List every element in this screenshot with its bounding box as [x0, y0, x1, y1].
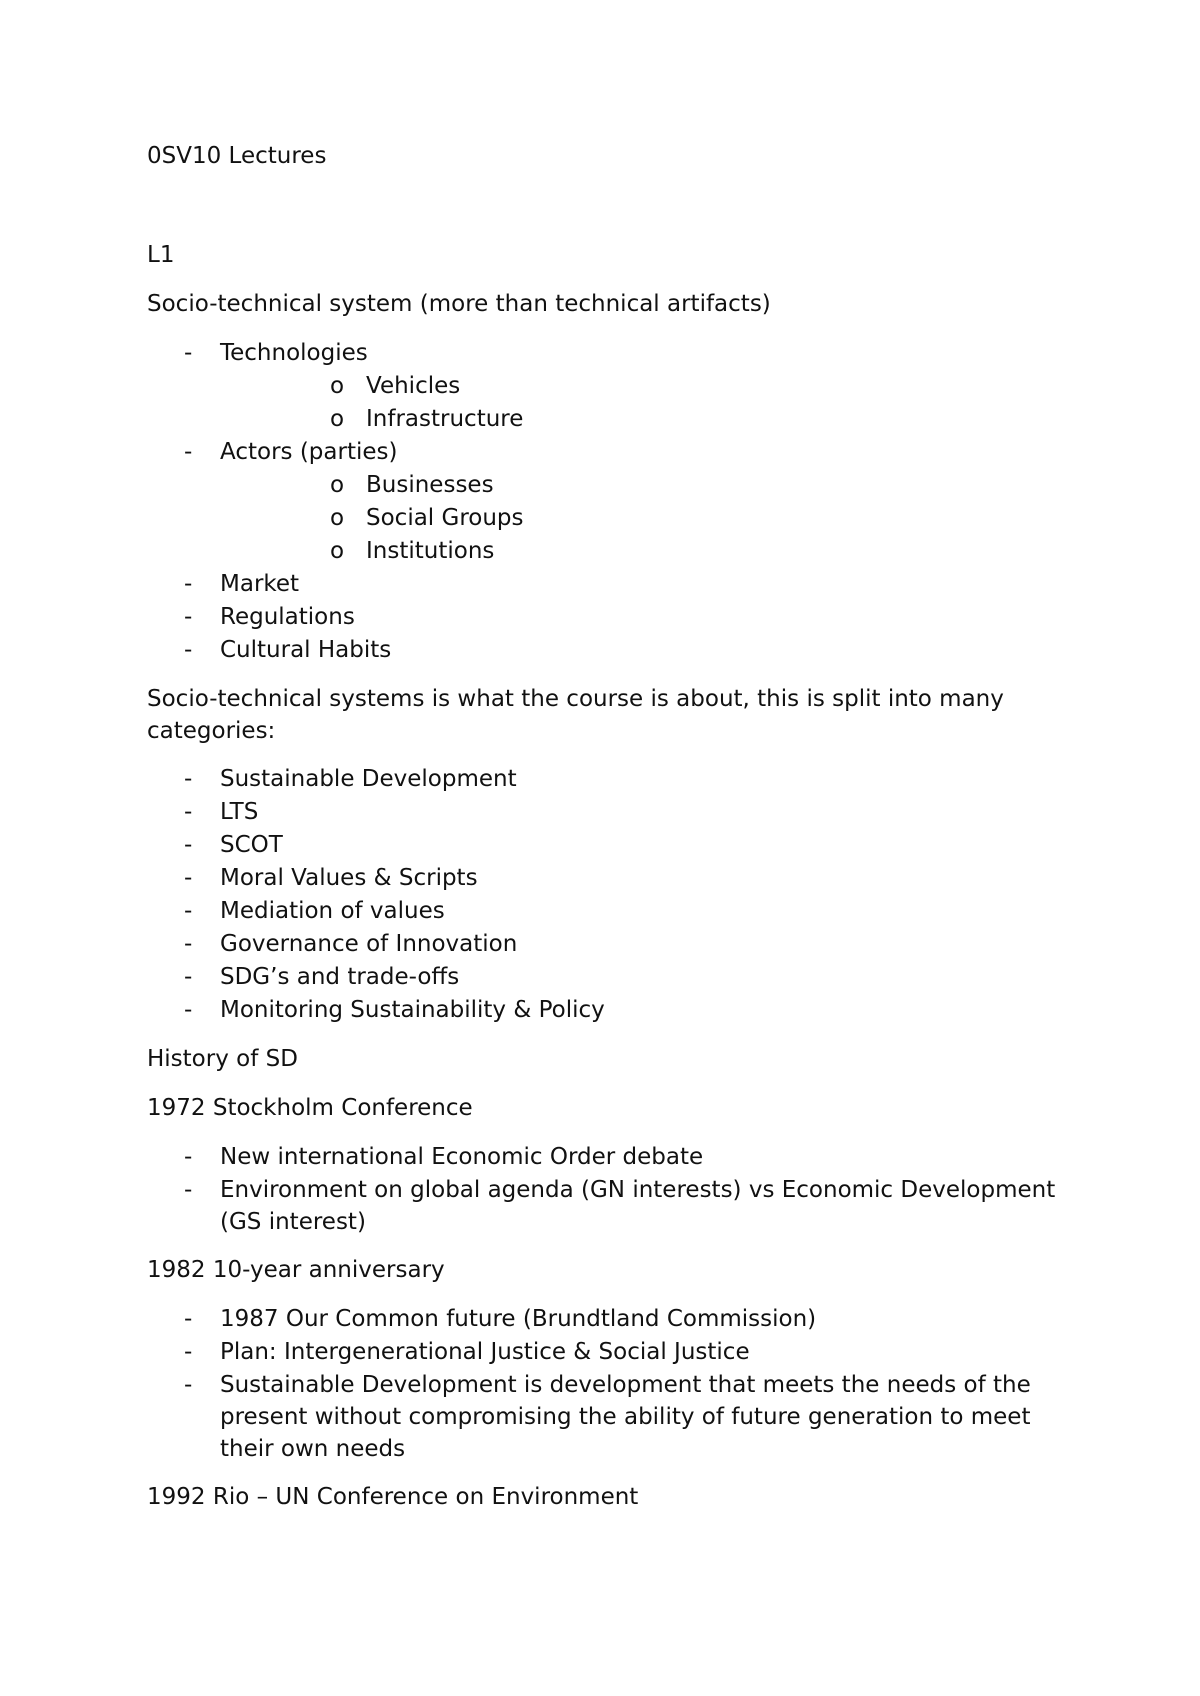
sts-list [147, 337, 1077, 667]
list-item [147, 337, 1077, 436]
document-body [147, 140, 1077, 1530]
list-item: - New international Economic Order debate [147, 1141, 1077, 1174]
rio-heading: 1992 Rio – UN Conference on Environment [147, 1484, 639, 1510]
list-item: - Market [147, 568, 1077, 601]
list-item: - LTS [147, 796, 1077, 829]
list-item: - Moral Values & Scripts [147, 862, 1077, 895]
sub-list-item: o Businesses [220, 469, 1077, 502]
list-item [147, 436, 1077, 568]
list-item: - Sustainable Development [147, 763, 1077, 796]
history-heading: History of SD [147, 1046, 298, 1072]
list-item: - Environment on global agenda (GN interests) vs Economic Development (GS interest) [147, 1174, 1077, 1238]
course-intro: Socio-technical systems is what the course is about, this is split into many categories: [147, 686, 1004, 744]
sub-list-item: o Infrastructure [220, 403, 1077, 436]
list-item: - Regulations [147, 601, 1077, 634]
list-item: - Governance of Innovation [147, 928, 1077, 961]
sub-list-item: o Social Groups [220, 502, 1077, 535]
stockholm-heading: 1972 Stockholm Conference [147, 1095, 473, 1121]
document-title: 0SV10 Lectures [147, 143, 327, 169]
sub-list [220, 469, 1077, 568]
anniversary-list [147, 1303, 1077, 1465]
course-categories-list [147, 763, 1077, 1027]
sub-list-item: o Institutions [220, 535, 1077, 568]
list-item: - 1987 Our Common future (Brundtland Commission) [147, 1303, 1077, 1336]
list-item: - Monitoring Sustainability & Policy [147, 994, 1077, 1027]
list-item: - Plan: Intergenerational Justice & Social Justice [147, 1336, 1077, 1369]
sub-list-item: o Vehicles [220, 370, 1077, 403]
list-item-text: Technologies [220, 340, 368, 366]
list-item: - Mediation of values [147, 895, 1077, 928]
stockholm-list [147, 1141, 1077, 1238]
list-item: - Sustainable Development is development that meets the needs of the present without compromising the ability of future generation to meet their own needs [147, 1369, 1077, 1465]
anniversary-heading: 1982 10-year anniversary [147, 1257, 445, 1283]
list-item: - SDG’s and trade-offs [147, 961, 1077, 994]
list-item: - Cultural Habits [147, 634, 1077, 667]
list-item: - SCOT [147, 829, 1077, 862]
sub-list [220, 370, 1077, 436]
lecture-heading-l1: L1 [147, 242, 175, 268]
list-item-text: Actors (parties) [220, 439, 398, 465]
sts-heading: Socio-technical system (more than technical artifacts) [147, 291, 771, 317]
